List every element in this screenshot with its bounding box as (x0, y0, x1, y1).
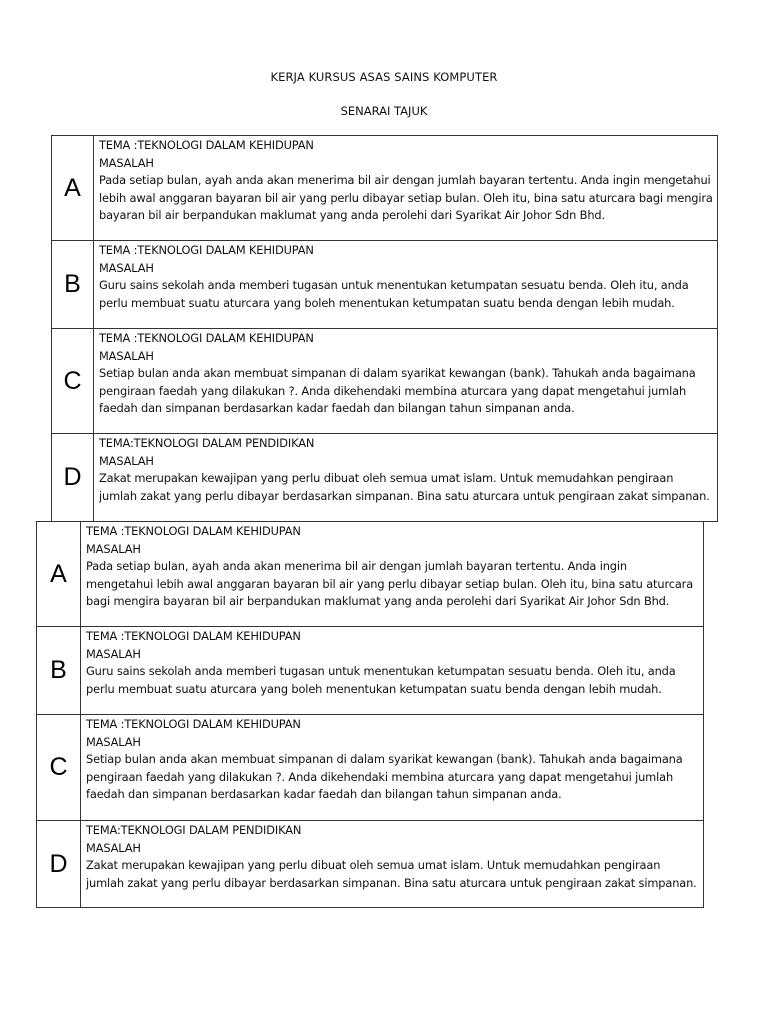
problem-text-line: Guru sains sekolah anda memberi tugasan untuk menentukan ketumpatan sesuatu benda. Oleh itu, anda (99, 278, 689, 293)
topic-content-cell (81, 627, 704, 715)
problem-text-line: Zakat merupakan kewajipan yang perlu dibuat oleh semua umat islam. Untuk memudahkan pengiraan (86, 858, 661, 873)
problem-text-line: Zakat merupakan kewajipan yang perlu dibuat oleh semua umat islam. Untuk memudahkan pengiraan (99, 471, 674, 486)
problem-text-line: perlu membuat suatu aturcara yang boleh menentukan ketumpatan suatu benda dengan lebih mudah. (86, 681, 662, 696)
topic-content-cell (81, 821, 704, 908)
theme-line: TEMA :TEKNOLOGI DALAM KEHIDUPAN (99, 243, 314, 257)
problem-text-line: faedah dan simpanan berdasarkan kadar faedah dan bilangan tahun simpanan anda. (99, 401, 575, 416)
topic-content-cell (81, 522, 704, 627)
problem-text-line: bagi mengira bayaran bil air berpandukan maklumat yang anda perolehi dari Syarikat Air Johor Sdn Bhd. (86, 594, 670, 609)
problem-heading: MASALAH (99, 348, 154, 363)
problem-text-line: pengiraan faedah yang dilakukan ?. Anda dikehendaki membina aturcara yang dapat mengetahui jumlah (99, 383, 687, 398)
topics-table-2 (36, 521, 704, 908)
document-title: KERJA KURSUS ASAS SAINS KOMPUTER (270, 70, 498, 84)
topic-letter: D (52, 434, 94, 522)
problem-text-line: pengiraan faedah yang dilakukan ?. Anda dikehendaki membina aturcara yang dapat mengetahui jumlah (86, 769, 674, 784)
problem-text-line: faedah dan simpanan berdasarkan kadar faedah dan bilangan tahun simpanan anda. (86, 787, 562, 802)
theme-line: TEMA :TEKNOLOGI DALAM KEHIDUPAN (99, 331, 314, 345)
problem-heading: MASALAH (86, 646, 141, 661)
topic-content-cell (94, 241, 718, 329)
topic-letter: D (37, 821, 81, 908)
topic-row-d (52, 434, 718, 522)
problem-text-line: Setiap bulan anda akan membuat simpanan di dalam syarikat kewangan (bank). Tahukah anda bagaimana (99, 366, 696, 381)
problem-text-line: mengetahui lebih awal anggaran bayaran bil air yang perlu dibayar setiap bulan. Oleh itu, bina satu aturcara (86, 576, 694, 591)
theme-line: TEMA:TEKNOLOGI DALAM PENDIDIKAN (86, 823, 302, 837)
theme-line: TEMA :TEKNOLOGI DALAM KEHIDUPAN (86, 629, 301, 643)
topic-row-b (52, 241, 718, 329)
topic-letter: A (52, 136, 94, 241)
topic-letter: B (37, 627, 81, 715)
document-subtitle: SENARAI TAJUK (340, 104, 428, 118)
topic-row-b (37, 627, 704, 715)
problem-text-line: bayaran bil air berpandukan maklumat yang anda perolehi dari Syarikat Air Johor Sdn Bhd. (99, 208, 605, 223)
problem-text-line: Pada setiap bulan, ayah anda akan menerima bil air dengan jumlah bayaran tertentu. Anda ingin mengetahui (99, 173, 711, 188)
problem-heading: MASALAH (99, 260, 154, 275)
topic-letter: C (37, 715, 81, 821)
topic-row-c (37, 715, 704, 821)
problem-text-line: Setiap bulan anda akan membuat simpanan di dalam syarikat kewangan (bank). Tahukah anda bagaimana (86, 752, 683, 767)
problem-text-line: Pada setiap bulan, ayah anda akan menerima bil air dengan jumlah bayaran tertentu. Anda ingin (86, 559, 627, 574)
problem-text-line: jumlah zakat yang perlu dibayar berdasarkan simpanan. Bina satu aturcara untuk pengiraan zakat simpanan. (99, 488, 710, 503)
topic-row-a (52, 136, 718, 241)
topic-row-a (37, 522, 704, 627)
theme-line: TEMA :TEKNOLOGI DALAM KEHIDUPAN (86, 524, 301, 538)
problem-heading: MASALAH (86, 541, 141, 556)
theme-line: TEMA:TEKNOLOGI DALAM PENDIDIKAN (99, 436, 315, 450)
topics-table-1 (51, 135, 718, 522)
problem-heading: MASALAH (86, 734, 141, 749)
topic-letter: B (52, 241, 94, 329)
problem-text-line: Guru sains sekolah anda memberi tugasan untuk menentukan ketumpatan sesuatu benda. Oleh itu, anda (86, 664, 676, 679)
problem-text-line: lebih awal anggaran bayaran bil air yang perlu dibayar setiap bulan. Oleh itu, bina satu aturcara bagi mengira (99, 190, 713, 205)
topic-row-c (52, 329, 718, 434)
problem-heading: MASALAH (99, 453, 154, 468)
topic-content-cell (94, 136, 718, 241)
topic-letter: C (52, 329, 94, 434)
theme-line: TEMA :TEKNOLOGI DALAM KEHIDUPAN (86, 717, 301, 731)
topic-content-cell (94, 329, 718, 434)
problem-heading: MASALAH (86, 840, 141, 855)
problem-text-line: perlu membuat suatu aturcara yang boleh menentukan ketumpatan suatu benda dengan lebih mudah. (99, 295, 675, 310)
problem-heading: MASALAH (99, 155, 154, 170)
topic-content-cell (94, 434, 718, 522)
theme-line: TEMA :TEKNOLOGI DALAM KEHIDUPAN (99, 138, 314, 152)
topic-row-d (37, 821, 704, 908)
problem-text-line: jumlah zakat yang perlu dibayar berdasarkan simpanan. Bina satu aturcara untuk pengiraan zakat simpanan. (86, 875, 697, 890)
topic-letter: A (37, 522, 81, 627)
topic-content-cell (81, 715, 704, 821)
